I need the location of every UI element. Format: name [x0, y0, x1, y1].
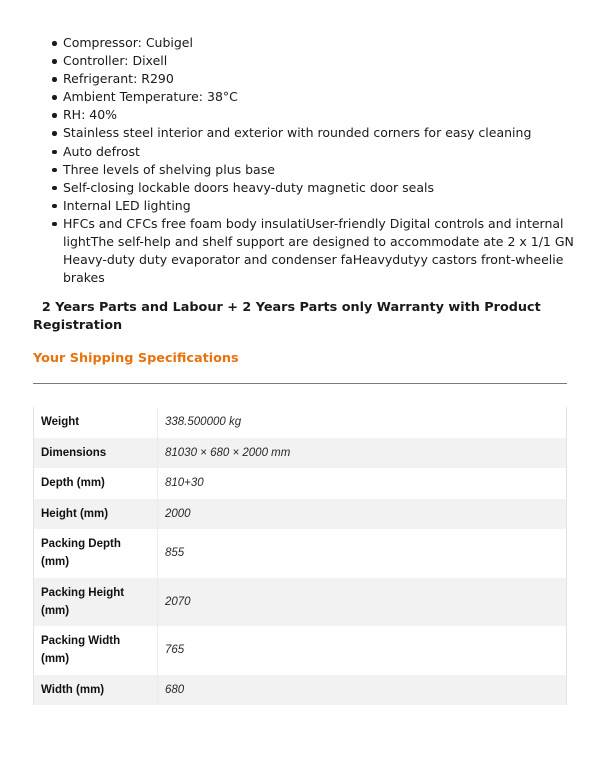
shipping-spec-table — [33, 407, 567, 705]
spec-value: 81030 × 680 × 2000 mm — [158, 438, 567, 469]
feature-item: Controller: Dixell — [63, 52, 588, 70]
spec-label: Dimensions — [41, 446, 107, 459]
feature-item: Internal LED lighting — [63, 197, 588, 215]
spec-label: Packing Depth (mm) — [41, 538, 121, 569]
feature-item: Three levels of shelving plus base — [63, 161, 588, 179]
spec-value: 680 — [158, 675, 567, 706]
feature-item: RH: 40% — [63, 106, 588, 124]
feature-item: Auto defrost — [63, 143, 588, 161]
spec-label: Depth (mm) — [41, 477, 105, 490]
spec-label: Weight — [41, 416, 80, 429]
table-row — [34, 675, 567, 706]
spec-value: 810+30 — [158, 468, 567, 499]
divider — [33, 383, 567, 384]
spec-value: 765 — [158, 626, 567, 675]
spec-value: 2000 — [158, 499, 567, 530]
feature-item: Stainless steel interior and exterior with rounded corners for easy cleaning — [63, 124, 588, 142]
feature-item: Compressor: Cubigel — [63, 34, 588, 52]
spec-label: Width (mm) — [41, 683, 105, 696]
spec-label: Packing Width (mm) — [41, 635, 121, 666]
table-row — [34, 468, 567, 499]
spec-label: Packing Height (mm) — [41, 586, 125, 617]
table-row — [34, 578, 567, 627]
table-row — [34, 499, 567, 530]
spec-value: 2070 — [158, 578, 567, 627]
feature-item: Self-closing lockable doors heavy-duty magnetic door seals — [63, 179, 588, 197]
table-row — [34, 438, 567, 469]
table-row — [34, 626, 567, 675]
spec-value: 338.500000 kg — [158, 407, 567, 438]
feature-item: HFCs and CFCs free foam body insulatiUser-friendly Digital controls and internal lightThe self-help and shelf support are designed to accommodate ate 2 x 1/1 GN Heavy-duty duty evaporator and condenser faHeavydutyy castors front-wheelie brakes — [63, 215, 588, 287]
feature-item: Ambient Temperature: 38°C — [63, 88, 588, 106]
spec-label: Height (mm) — [41, 507, 109, 520]
feature-list — [27, 34, 588, 287]
feature-item: Refrigerant: R290 — [63, 70, 588, 88]
table-row — [34, 529, 567, 578]
spec-value: 855 — [158, 529, 567, 578]
shipping-heading: Your Shipping Specifications — [33, 351, 239, 366]
table-row — [34, 407, 567, 438]
warranty-text: 2 Years Parts and Labour + 2 Years Parts only Warranty with Product Registration — [33, 300, 541, 334]
